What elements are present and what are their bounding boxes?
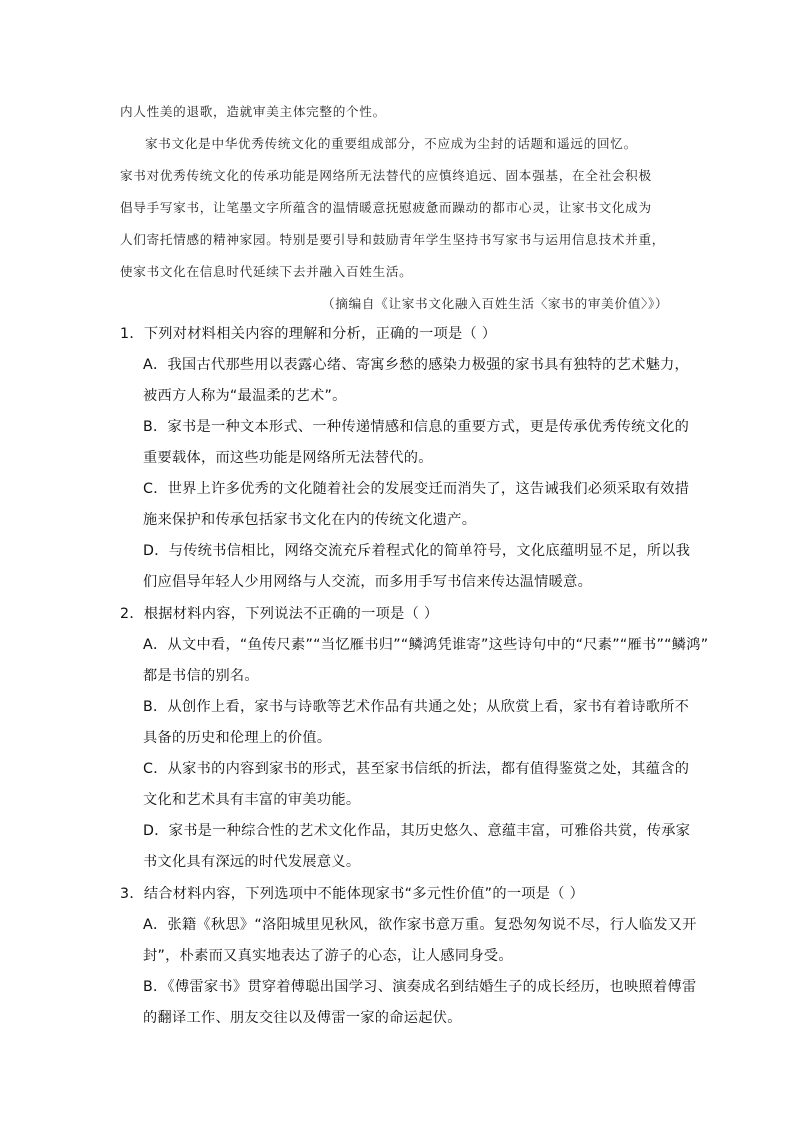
option-c: C．世界上许多优秀的文化随着社会的发展变迁而消失了，这告诫我们必须采取有效措 bbox=[143, 481, 690, 497]
passage-line: 家书对优秀传统文化的传承功能是网络所无法替代的应慎终追远、固本强基，在全社会积极 bbox=[120, 168, 652, 183]
option-b-cont: 的翻译工作、朋友交往以及傅雷一家的命运起伏。 bbox=[143, 1010, 462, 1026]
option-c: C．从家书的内容到家书的形式，甚至家书信纸的折法，都有值得鉴赏之处，其蕴含的 bbox=[143, 761, 690, 777]
option-b-cont: 具备的历史和伦理上的价值。 bbox=[143, 730, 332, 746]
option-a-cont: 被西方人称为“最温柔的艺术”。 bbox=[143, 388, 347, 404]
passage-line: 倡导手写家书，让笔墨文字所蕴含的温情暖意抚慰疲惫而躁动的都市心灵，让家书文化成为 bbox=[120, 200, 652, 215]
option-c-cont: 文化和艺术具有丰富的审美功能。 bbox=[143, 792, 361, 808]
option-b-cont: 重要载体，而这些功能是网络所无法替代的。 bbox=[143, 450, 433, 466]
option-a-cont: 都是书信的别名。 bbox=[143, 668, 259, 684]
passage-paragraph-first-line: 家书文化是中华优秀传统文化的重要组成部分，不应成为尘封的话题和遥远的回忆。 bbox=[145, 136, 637, 151]
option-b: B．家书是一种文本形式、一种传递情感和信息的重要方式，更是传承优秀传统文化的 bbox=[143, 419, 690, 435]
option-a-cont: 封”，朴素而又真实地表达了游子的心态，让人感同身受。 bbox=[143, 948, 513, 964]
passage-line: 人们寄托情感的精神家园。特别是要引导和鼓励青年学生坚持书写家书与运用信息技术并重， bbox=[120, 232, 666, 247]
option-a: A．从文中看，“鱼传尺素”“当忆雁书归”“鳞鸿凭谁寄”这些诗句中的“尺素”“雁书”“鳞鸿” bbox=[143, 637, 709, 653]
question-stem: 1．下列对材料相关内容的理解和分析，正确的一项是（ ） bbox=[120, 326, 497, 342]
option-b: B．《傅雷家书》贯穿着傅聪出国学习、演奏成名到结婚生子的成长经历，也映照着傅雷 bbox=[143, 979, 697, 995]
option-a: A．张籍《秋思》“洛阳城里见秋风，欲作家书意万重。复恐匆匆说不尽，行人临发又开 bbox=[143, 917, 697, 933]
passage-line: 内人性美的退歌，造就审美主体完整的个性。 bbox=[120, 104, 386, 119]
question-stem: 3．结合材料内容，下列选项中不能体现家书“多元性价值”的一项是（ ） bbox=[120, 886, 585, 902]
option-c-cont: 施来保护和传承包括家书文化在内的传统文化遗产。 bbox=[143, 512, 477, 528]
option-d: D．家书是一种综合性的艺术文化作品，其历史悠久、意蕴丰富，可雅俗共赏，传承家 bbox=[143, 823, 691, 839]
passage-line: 使家书文化在信息时代延续下去并融入百姓生活。 bbox=[120, 264, 413, 279]
option-d-cont: 们应倡导年轻人少用网络与人交流，而多用手写书信来传达温情暖意。 bbox=[143, 574, 593, 590]
question-stem: 2．根据材料内容，下列说法不正确的一项是（ ） bbox=[120, 606, 439, 622]
option-a: A．我国古代那些用以表露心绪、寄寓乡愁的感染力极强的家书具有独特的艺术魅力， bbox=[143, 357, 690, 373]
option-d-cont: 书文化具有深远的时代发展意义。 bbox=[143, 854, 361, 870]
option-b: B．从创作上看，家书与诗歌等艺术作品有共通之处；从欣赏上看，家书有着诗歌所不 bbox=[143, 699, 690, 715]
passage-source: （摘编自《让家书文化融入百姓生活〈家书的审美价值〉》） bbox=[322, 296, 669, 311]
option-d: D．与传统书信相比，网络交流充斥着程式化的简单符号，文化底蕴明显不足，所以我 bbox=[143, 543, 691, 559]
